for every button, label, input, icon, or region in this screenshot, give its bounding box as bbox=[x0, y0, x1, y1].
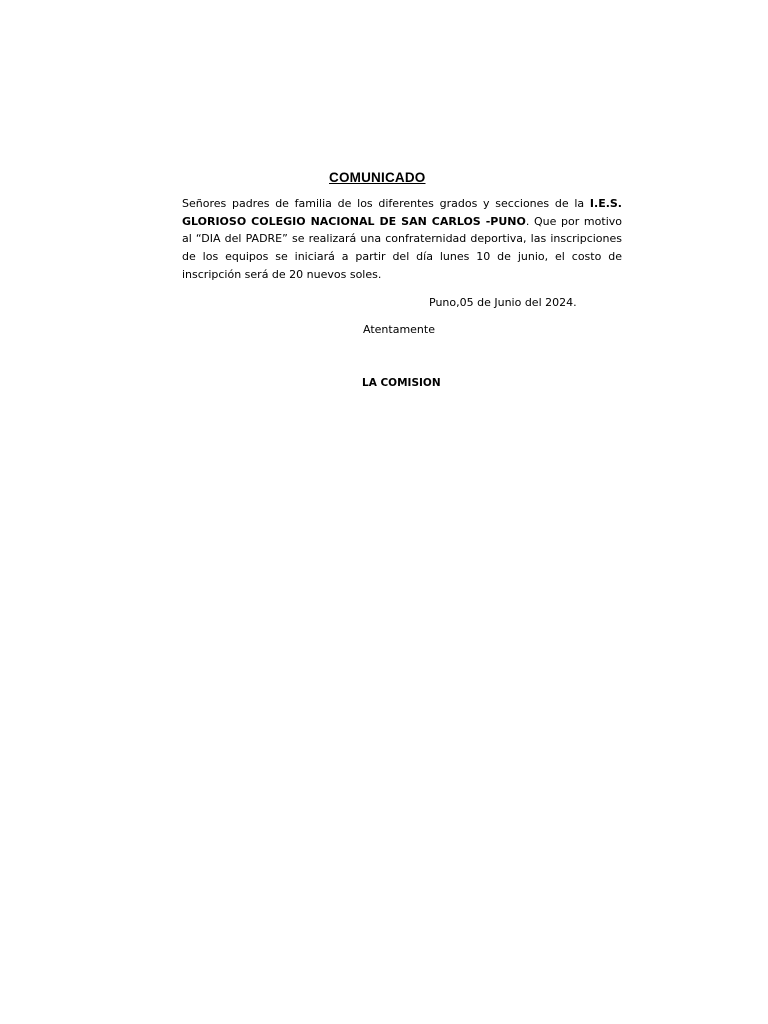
paragraph-details: . Que por motivo al “DIA del PADRE” se realizará una confraternidad deportiva, las inscripciones de los equipos se iniciará a partir del día lunes 10 de junio, el costo de inscripción será de 20 nuevos soles. bbox=[182, 214, 622, 281]
institution-name: I.E.S. GLORIOSO COLEGIO NACIONAL DE SAN CARLOS -PUNO bbox=[182, 197, 622, 228]
document-title: COMUNICADO bbox=[329, 170, 426, 185]
closing-line: Atentamente bbox=[363, 323, 435, 336]
signature-line: LA COMISION bbox=[362, 377, 441, 389]
announcement-paragraph bbox=[182, 195, 622, 284]
paragraph-intro: Señores padres de familia de los diferentes grados y secciones de la bbox=[182, 197, 590, 210]
date-line: Puno,05 de Junio del 2024. bbox=[429, 296, 577, 309]
